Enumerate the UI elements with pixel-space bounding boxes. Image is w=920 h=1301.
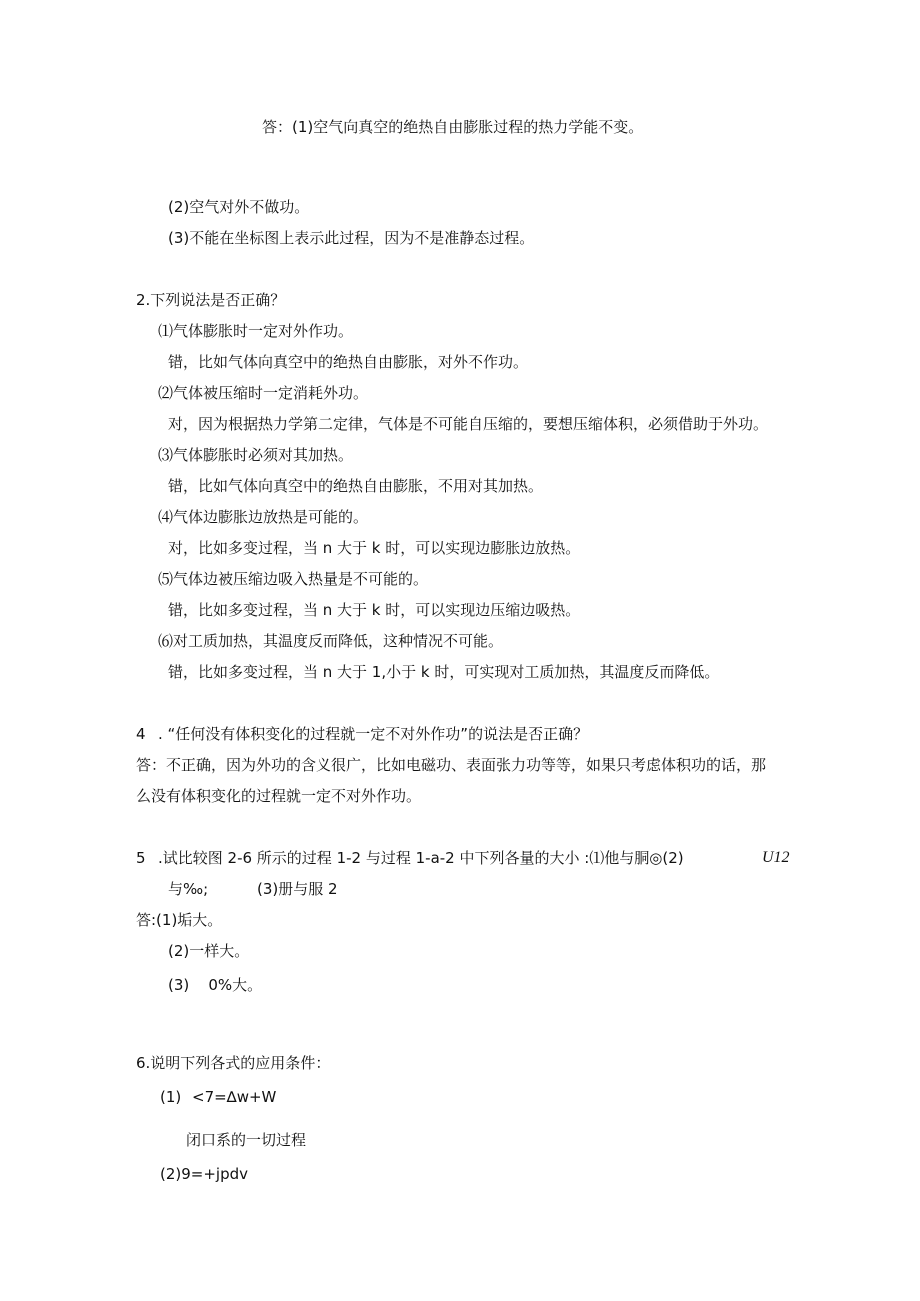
q4-answer-line-1: 答：不正确，因为外功的含义很广，比如电磁功、表面张力功等等，如果只考虑体积功的话，那 [136, 756, 767, 774]
q2-statement-6: ⑹对工质加热，其温度反而降低，这种情况不可能。 [158, 632, 504, 650]
q2-statement-3: ⑶气体膨胀时必须对其加热。 [158, 446, 354, 464]
q5-title: .试比较图 2-6 所示的过程 1-2 与过程 1-a-2 中下列各量的大小 :⑴他与胴◎(2) [158, 849, 684, 867]
q5-title-tail: U12 [762, 849, 790, 866]
q2-answer-6: 错，比如多变过程，当 n 大于 1,小于 k 时，可实现对工质加热，其温度反而降低。 [168, 663, 720, 681]
q6-formula-1: <7=∆w+W [192, 1088, 277, 1106]
q2-answer-2: 对，因为根据热力学第二定律，气体是不可能自压缩的，要想压缩体积，必须借助于外功。 [168, 415, 769, 433]
q6-title: 6.说明下列各式的应用条件： [136, 1054, 331, 1072]
q4-answer-line-2: 么没有体积变化的过程就一定不对外作功。 [136, 787, 422, 805]
q2-title: 2.下列说法是否正确？ [136, 291, 286, 309]
q2-statement-5: ⑸气体边被压缩边吸入热量是不可能的。 [158, 570, 429, 588]
q6-formula-1-condition: 闭口系的一切过程 [186, 1131, 307, 1149]
q5-answer-3: (3) 0%大。 [168, 976, 263, 994]
q4-number: 4 [136, 725, 146, 743]
q2-answer-1: 错，比如气体向真空中的绝热自由膨胀，对外不作功。 [168, 353, 529, 371]
q5-answer-2: (2)一样大。 [168, 942, 250, 960]
q5-number: 5 [136, 849, 146, 867]
q2-statement-4: ⑷气体边膨胀边放热是可能的。 [158, 508, 369, 526]
q1-answer-line-1: 答：(1)空气向真空的绝热自由膨胀过程的热力学能不变。 [262, 118, 644, 136]
q4-title: . “任何没有体积变化的过程就一定不对外作功”的说法是否正确？ [158, 725, 589, 743]
q1-answer-line-2: (2)空气对外不做功。 [168, 198, 310, 216]
q5-answer-1: 答:(1)垢大。 [136, 911, 223, 929]
q2-statement-2: ⑵气体被压缩时一定消耗外功。 [158, 384, 369, 402]
q5-line-2b: (3)册与服 2 [257, 880, 338, 898]
q2-answer-4: 对，比如多变过程，当 n 大于 k 时，可以实现边膨胀边放热。 [168, 539, 581, 557]
q2-statement-1: ⑴气体膨胀时一定对外作功。 [158, 322, 354, 340]
q5-line-2a: 与‰; [168, 880, 209, 898]
q2-answer-5: 错，比如多变过程，当 n 大于 k 时，可以实现边压缩边吸热。 [168, 601, 581, 619]
q6-formula-2: (2)9=+jpdv [160, 1165, 249, 1183]
q1-answer-line-3: (3)不能在坐标图上表示此过程，因为不是准静态过程。 [168, 229, 535, 247]
q6-formula-1-index: (1) [160, 1088, 182, 1106]
q2-answer-3: 错，比如气体向真空中的绝热自由膨胀，不用对其加热。 [168, 477, 544, 495]
